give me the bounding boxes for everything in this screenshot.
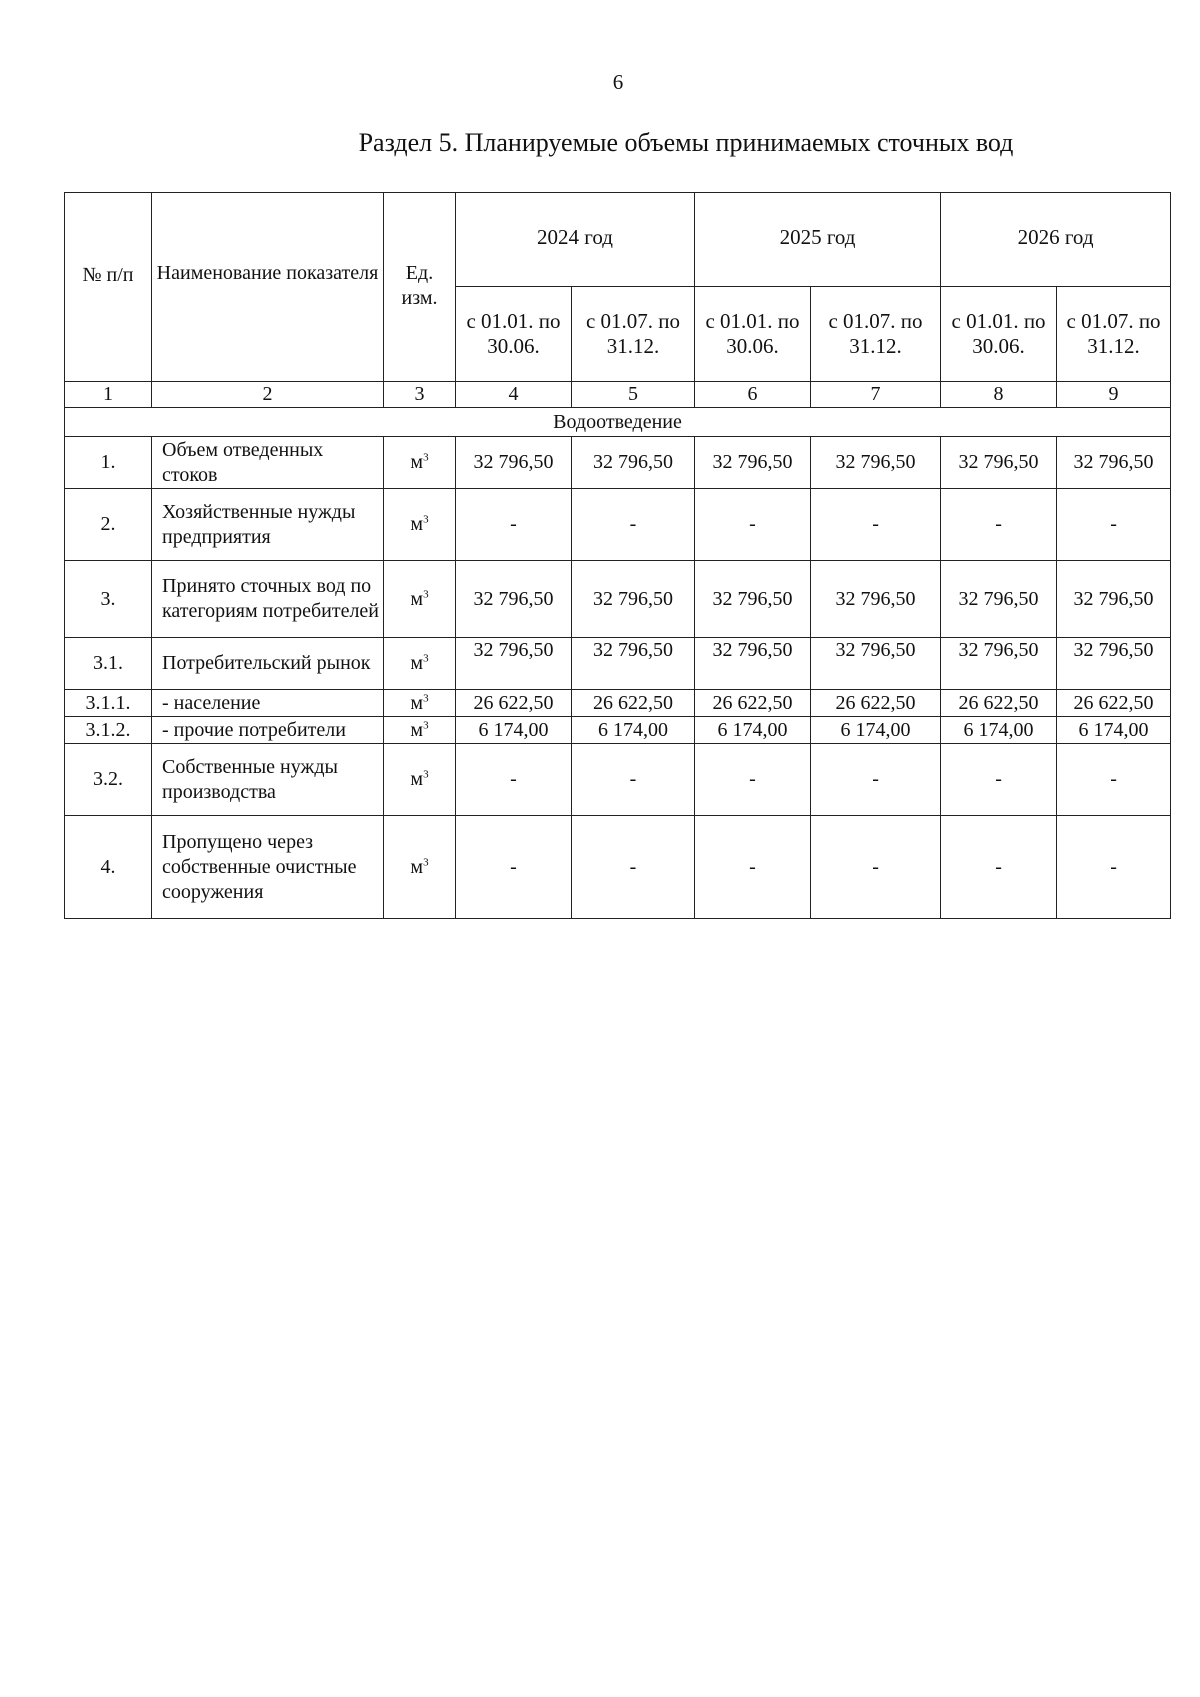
row-name: Пропущено через собственные очистные сооружения xyxy=(152,816,384,919)
row-value: 26 622,50 xyxy=(811,690,941,717)
row-name: Объем отведенных стоков xyxy=(152,437,384,489)
row-num: 4. xyxy=(65,816,152,919)
row-value: 26 622,50 xyxy=(1057,690,1171,717)
row-value: 32 796,50 xyxy=(811,561,941,638)
row-num: 3.1.1. xyxy=(65,690,152,717)
row-value: 32 796,50 xyxy=(1057,437,1171,489)
column-number: 3 xyxy=(384,382,456,408)
header-period-second-half: с 01.07. по 31.12. xyxy=(811,287,941,382)
table-row xyxy=(65,561,1171,638)
column-number: 2 xyxy=(152,382,384,408)
row-value: 32 796,50 xyxy=(456,638,572,690)
row-unit: $м^3$ xyxy=(384,717,456,744)
row-name: Собственные нужды производства xyxy=(152,744,384,816)
row-value: 26 622,50 xyxy=(572,690,695,717)
row-name: - население xyxy=(152,690,384,717)
column-number: 8 xyxy=(941,382,1057,408)
header-period-first-half: с 01.01. по 30.06. xyxy=(456,287,572,382)
header-year-2026: 2026 год xyxy=(941,193,1171,287)
header-period-first-half: с 01.01. по 30.06. xyxy=(941,287,1057,382)
row-unit: $м^3$ xyxy=(384,489,456,561)
table-row xyxy=(65,489,1171,561)
section-title: Раздел 5. Планируемые объемы принимаемых сточных вод xyxy=(358,128,1014,157)
row-num: 3.1.2. xyxy=(65,717,152,744)
header-name: Наименование показателя xyxy=(152,193,384,382)
row-value: 32 796,50 xyxy=(695,561,811,638)
row-name: Потребительский рынок xyxy=(152,638,384,690)
row-value: - xyxy=(695,816,811,919)
table-row xyxy=(65,816,1171,919)
row-num: 1. xyxy=(65,437,152,489)
row-value: 32 796,50 xyxy=(695,437,811,489)
column-number: 4 xyxy=(456,382,572,408)
column-number: 9 xyxy=(1057,382,1171,408)
row-value: 6 174,00 xyxy=(456,717,572,744)
table-row xyxy=(65,638,1171,690)
row-name: Хозяйственные нужды предприятия xyxy=(152,489,384,561)
row-value: - xyxy=(572,744,695,816)
row-value: 26 622,50 xyxy=(941,690,1057,717)
row-value: - xyxy=(456,489,572,561)
row-value: 6 174,00 xyxy=(941,717,1057,744)
header-period-second-half: с 01.07. по 31.12. xyxy=(572,287,695,382)
header-period-second-half: с 01.07. по 31.12. xyxy=(1057,287,1171,382)
row-value: 32 796,50 xyxy=(941,437,1057,489)
header-year-2025: 2025 год xyxy=(695,193,941,287)
row-unit: $м^3$ xyxy=(384,744,456,816)
column-number: 5 xyxy=(572,382,695,408)
row-value: 32 796,50 xyxy=(1057,638,1171,690)
row-num: 3.2. xyxy=(65,744,152,816)
row-value: 26 622,50 xyxy=(695,690,811,717)
row-value: 32 796,50 xyxy=(456,561,572,638)
row-value: 32 796,50 xyxy=(811,638,941,690)
column-number: 7 xyxy=(811,382,941,408)
row-value: - xyxy=(1057,744,1171,816)
row-value: - xyxy=(456,744,572,816)
row-unit: $м^3$ xyxy=(384,638,456,690)
table-row xyxy=(65,437,1171,489)
row-unit: $м^3$ xyxy=(384,561,456,638)
header-year-2024: 2024 год xyxy=(456,193,695,287)
row-unit: $м^3$ xyxy=(384,690,456,717)
row-value: - xyxy=(572,816,695,919)
row-value: - xyxy=(941,489,1057,561)
row-value: 6 174,00 xyxy=(811,717,941,744)
row-value: - xyxy=(695,489,811,561)
row-value: - xyxy=(456,816,572,919)
header-num: № п/п xyxy=(65,193,152,382)
row-unit: $м^3$ xyxy=(384,816,456,919)
row-value: - xyxy=(1057,816,1171,919)
row-name: Принято сточных вод по категориям потребителей xyxy=(152,561,384,638)
row-value: - xyxy=(811,744,941,816)
row-value: - xyxy=(941,744,1057,816)
row-value: 26 622,50 xyxy=(456,690,572,717)
page-number: 6 xyxy=(612,70,624,94)
row-value: 6 174,00 xyxy=(695,717,811,744)
row-value: 32 796,50 xyxy=(941,638,1057,690)
header-unit: Ед. изм. xyxy=(384,193,456,382)
row-value: - xyxy=(1057,489,1171,561)
row-value: 6 174,00 xyxy=(572,717,695,744)
row-value: 32 796,50 xyxy=(572,561,695,638)
row-value: - xyxy=(811,489,941,561)
row-value: 6 174,00 xyxy=(1057,717,1171,744)
table-row xyxy=(65,717,1171,744)
column-number: 1 xyxy=(65,382,152,408)
table-row xyxy=(65,690,1171,717)
section-label: Водоотведение xyxy=(65,408,1171,437)
row-value: 32 796,50 xyxy=(695,638,811,690)
row-num: 3. xyxy=(65,561,152,638)
row-value: - xyxy=(941,816,1057,919)
row-value: 32 796,50 xyxy=(941,561,1057,638)
row-unit: $м^3$ xyxy=(384,437,456,489)
row-value: - xyxy=(811,816,941,919)
wastewater-volume-table xyxy=(64,192,1171,919)
row-value: 32 796,50 xyxy=(456,437,572,489)
row-value: 32 796,50 xyxy=(572,437,695,489)
row-value: - xyxy=(572,489,695,561)
row-value: 32 796,50 xyxy=(572,638,695,690)
row-value: - xyxy=(695,744,811,816)
row-num: 3.1. xyxy=(65,638,152,690)
column-number: 6 xyxy=(695,382,811,408)
table-row xyxy=(65,744,1171,816)
row-num: 2. xyxy=(65,489,152,561)
row-value: 32 796,50 xyxy=(1057,561,1171,638)
row-name: - прочие потребители xyxy=(152,717,384,744)
header-period-first-half: с 01.01. по 30.06. xyxy=(695,287,811,382)
row-value: 32 796,50 xyxy=(811,437,941,489)
